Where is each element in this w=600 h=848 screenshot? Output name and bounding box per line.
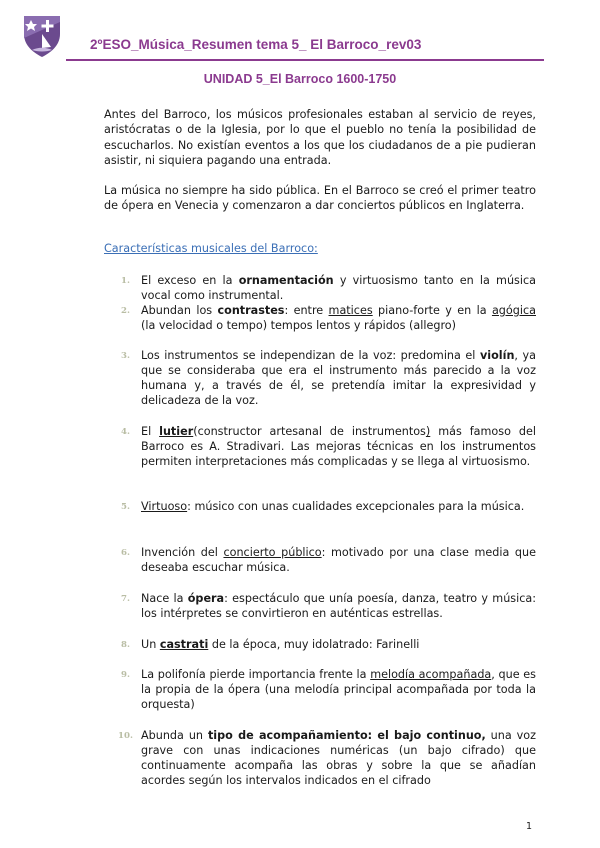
- intro-paragraph-2: La música no siempre ha sido pública. En el Barroco se creó el primer teatro de ópera en Venecia y comenzaron a dar conciertos públicos en Inglaterra.: [104, 184, 536, 213]
- item-text: Nace la ópera: espectáculo que unía poesía, danza, teatro y música: los intérpretes se convirtieron en auténticas estrellas.: [141, 592, 536, 621]
- item-text: El lutier(constructor artesanal de instrumentos) más famoso del Barroco es A. Stradivari. Las mejoras técnicas en los instrumentos permiten interpretaciones más complicadas y se llega al virtuosismo.: [141, 425, 536, 469]
- item-text: Invención del concierto público: motivado por una clase media que deseaba escuchar música.: [141, 546, 536, 575]
- item-number: 2.: [121, 306, 130, 316]
- item-number: 7.: [121, 594, 130, 604]
- list-item: [104, 591, 536, 621]
- item-text: Virtuoso: músico con unas cualidades excepcionales para la música.: [141, 500, 525, 513]
- item-text: Abundan los contrastes: entre matices piano-forte y en la agógica (la velocidad o tempo) tempos lentos y rápidos (allegro): [141, 304, 536, 333]
- item-number: 5.: [121, 502, 130, 512]
- item-text: La polifonía pierde importancia frente la melodía acompañada, que es la propia de la ópera (una melodía principal acompañada por toda la orquesta): [141, 668, 536, 712]
- list-item: [104, 303, 536, 333]
- school-shield-logo-icon: [22, 12, 62, 58]
- list-item: [104, 637, 536, 652]
- item-number: 9.: [121, 670, 130, 680]
- unit-title: UNIDAD 5_El Barroco 1600-1750: [203, 72, 397, 86]
- list-item: [104, 348, 536, 408]
- item-text: El exceso en la ornamentación y virtuosismo tanto en la música vocal como instrumental.: [141, 274, 536, 303]
- list-item: [104, 424, 536, 469]
- item-number: 6.: [121, 548, 130, 558]
- intro-paragraph-1: Antes del Barroco, los músicos profesionales estaban al servicio de reyes, aristócratas o de la Iglesia, por lo que el pueblo no tenía la posibilidad de escucharlos. No existían eventos a los que los ciudadanos de a pie pudieran asistir, ni siquiera pagando una entrada.: [104, 108, 536, 168]
- item-number: 3.: [121, 351, 130, 361]
- document-title: 2ºESO_Música_Resumen tema 5_ El Barroco_rev03: [90, 37, 422, 52]
- list-item: [104, 273, 536, 303]
- list-item: [104, 728, 536, 788]
- item-number: 4.: [121, 427, 130, 437]
- item-text: Abunda un tipo de acompañamiento: el bajo continuo, una voz grave con unas indicaciones numéricas (un bajo cifrado) que continuamente acompaña las obras y sobre la que se añadían acordes según los intervalos indicados en el cifrado: [141, 729, 536, 788]
- list-item: [104, 545, 536, 575]
- page-number: 1: [526, 821, 533, 832]
- item-number: 8.: [121, 640, 130, 650]
- item-text: Los instrumentos se independizan de la voz: predomina el violín, ya que se consideraba que era el instrumento más parecido a la voz humana y, a través de él, se pretendía imitar la expresividad y delicadeza de la voz.: [141, 349, 537, 408]
- item-number: 10.: [118, 731, 133, 741]
- section-heading: Características musicales del Barroco:: [104, 242, 318, 255]
- list-item: [104, 667, 536, 712]
- header-divider: [66, 59, 544, 61]
- item-number: 1.: [121, 276, 130, 286]
- item-text: Un castrati de la época, muy idolatrado: Farinelli: [141, 638, 420, 651]
- list-item: [104, 499, 536, 514]
